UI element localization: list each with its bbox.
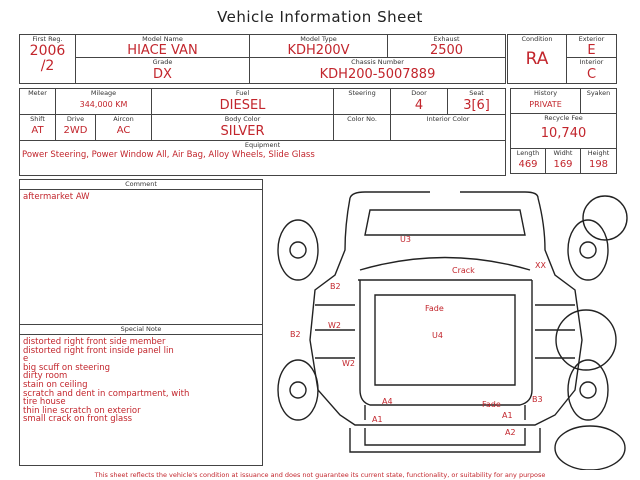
- damage-mark: W2: [342, 359, 355, 368]
- seat-cell: [448, 89, 506, 115]
- fuel-cell: [152, 89, 334, 115]
- damage-mark: A1: [502, 411, 513, 420]
- exterior-label: Exterior: [578, 35, 605, 43]
- history-table: [510, 88, 617, 174]
- history-cell: [511, 89, 581, 114]
- meter-label: Meter: [28, 89, 47, 97]
- mileage-cell: [56, 89, 152, 115]
- damage-mark: B3: [532, 395, 543, 404]
- special-note-line: e: [23, 354, 29, 365]
- width-cell: [546, 149, 581, 174]
- first-reg-cell: [20, 35, 76, 84]
- height-cell: [581, 149, 617, 174]
- disclaimer-footer: This sheet reflects the vehicle's condition at issuance and does not guarantee its current state, functionality, or suitability for any purpose: [94, 471, 546, 479]
- grade-value: DX: [153, 67, 172, 82]
- width-value: 169: [553, 159, 573, 170]
- damage-mark: U4: [432, 331, 443, 340]
- exhaust-cell: [388, 35, 506, 58]
- special-note-line: stain on ceiling: [23, 379, 88, 390]
- equipment-value: Power Steering, Power Window All, Air Bag, Alloy Wheels, Slide Glass: [22, 150, 315, 160]
- condition-value: RA: [525, 49, 549, 69]
- model-name-cell: [76, 35, 250, 58]
- interior-value: C: [586, 67, 597, 82]
- interior-color-label: Interior Color: [426, 115, 470, 123]
- length-label: Length: [516, 149, 540, 157]
- door-label: Door: [411, 89, 427, 97]
- interior-label: Interior: [579, 58, 604, 66]
- special-note-line: distorted right front side member: [23, 337, 166, 347]
- damage-mark: B2: [290, 330, 301, 339]
- drive-value: 2WD: [63, 125, 88, 136]
- sheet-title: Vehicle Information Sheet: [217, 8, 423, 26]
- exhaust-value: 2500: [429, 43, 464, 58]
- aircon-label: Aircon: [113, 115, 134, 123]
- color-no-cell: [334, 115, 391, 141]
- comment-box: [19, 179, 263, 325]
- drive-cell: [56, 115, 96, 141]
- recycle-fee-value: 10,740: [540, 126, 587, 141]
- recycle-fee-label: Recycle Fee: [544, 114, 583, 122]
- first-reg-month: /2: [40, 58, 55, 74]
- model-type-value: KDH200V: [287, 43, 350, 58]
- aircon-cell: [96, 115, 152, 141]
- model-type-cell: [250, 35, 388, 58]
- special-note-line: scratch and dent in compartment, with: [23, 388, 190, 399]
- exhaust-label: Exhaust: [433, 35, 460, 43]
- steering-label: Steering: [348, 89, 376, 97]
- door-cell: [391, 89, 448, 115]
- body-color-value: SILVER: [220, 124, 265, 139]
- interior-cell: [567, 58, 617, 84]
- seat-label: Seat: [469, 89, 484, 97]
- damage-mark: Fade: [482, 400, 501, 409]
- meter-cell: [20, 89, 56, 115]
- vehicle-diagram: [270, 180, 630, 470]
- steering-cell: [334, 89, 391, 115]
- fuel-value: DIESEL: [219, 98, 266, 113]
- body-color-cell: [152, 115, 334, 141]
- model-name-value: HIACE VAN: [127, 43, 198, 58]
- damage-mark: U3: [400, 235, 411, 244]
- mileage-value: 344,000 KM: [79, 100, 128, 109]
- exterior-value: E: [587, 43, 596, 58]
- length-cell: [511, 149, 546, 174]
- grade-cell: [76, 58, 250, 84]
- condition-table: [507, 34, 617, 84]
- mileage-label: Mileage: [90, 89, 117, 97]
- first-reg-year: 2006: [29, 43, 66, 59]
- body-color-label: Body Color: [224, 115, 261, 123]
- door-value: 4: [414, 98, 424, 113]
- comment-text: aftermarket AW: [23, 192, 90, 202]
- special-note-box: [19, 324, 263, 466]
- damage-mark: A2: [505, 428, 516, 437]
- damage-mark: A1: [372, 415, 383, 424]
- interior-color-cell: [391, 115, 506, 141]
- chassis-label: Chassis Number: [351, 58, 404, 66]
- damage-mark: W2: [328, 321, 341, 330]
- width-label: Widht: [553, 149, 573, 157]
- special-note-line: dirty room: [23, 371, 68, 382]
- vehicle-id-table: [19, 34, 506, 84]
- model-name-label: Model Name: [142, 35, 183, 43]
- drive-label: Drive: [66, 115, 85, 123]
- shift-label: Shift: [30, 115, 45, 123]
- special-note-line: big scuff on steering: [23, 362, 111, 373]
- damage-mark: B2: [330, 282, 341, 291]
- equipment-cell: [20, 141, 506, 176]
- aircon-value: AC: [116, 125, 131, 136]
- special-note-line: distorted right front inside panel lin: [23, 345, 174, 356]
- equipment-label: Equipment: [244, 141, 281, 149]
- chassis-cell: [250, 58, 506, 84]
- first-reg-label: First Reg.: [32, 35, 63, 43]
- special-note-label: Special Note: [20, 325, 262, 335]
- damage-mark: Fade: [425, 304, 444, 313]
- special-note-line: tire house: [23, 397, 66, 408]
- chassis-value: KDH200-5007889: [319, 67, 436, 82]
- shift-cell: [20, 115, 56, 141]
- fuel-label: Fuel: [235, 89, 250, 97]
- shift-value: AT: [31, 125, 44, 136]
- condition-label: Condition: [521, 35, 553, 43]
- height-value: 198: [588, 159, 609, 170]
- special-note-line: thin line scratch on exterior: [23, 405, 141, 416]
- recycle-fee-cell: [511, 114, 617, 149]
- history-value: PRIVATE: [529, 100, 562, 109]
- height-label: Height: [587, 149, 610, 157]
- history-label: History: [533, 89, 558, 97]
- damage-mark: XX: [535, 261, 546, 270]
- seat-value: 3[6]: [463, 98, 490, 113]
- grade-label: Grade: [152, 58, 173, 66]
- spec-table: [19, 88, 506, 176]
- condition-cell: [508, 35, 567, 84]
- exterior-cell: [567, 35, 617, 58]
- damage-mark: A4: [382, 397, 393, 406]
- syaken-cell: [581, 89, 617, 114]
- comment-label: Comment: [20, 180, 262, 190]
- model-type-label: Model Type: [300, 35, 337, 43]
- color-no-label: Color No.: [347, 115, 377, 123]
- special-note-line: small crack on front glass: [23, 414, 133, 425]
- damage-mark: Crack: [452, 266, 475, 275]
- length-value: 469: [518, 159, 538, 170]
- syaken-label: Syaken: [586, 89, 611, 97]
